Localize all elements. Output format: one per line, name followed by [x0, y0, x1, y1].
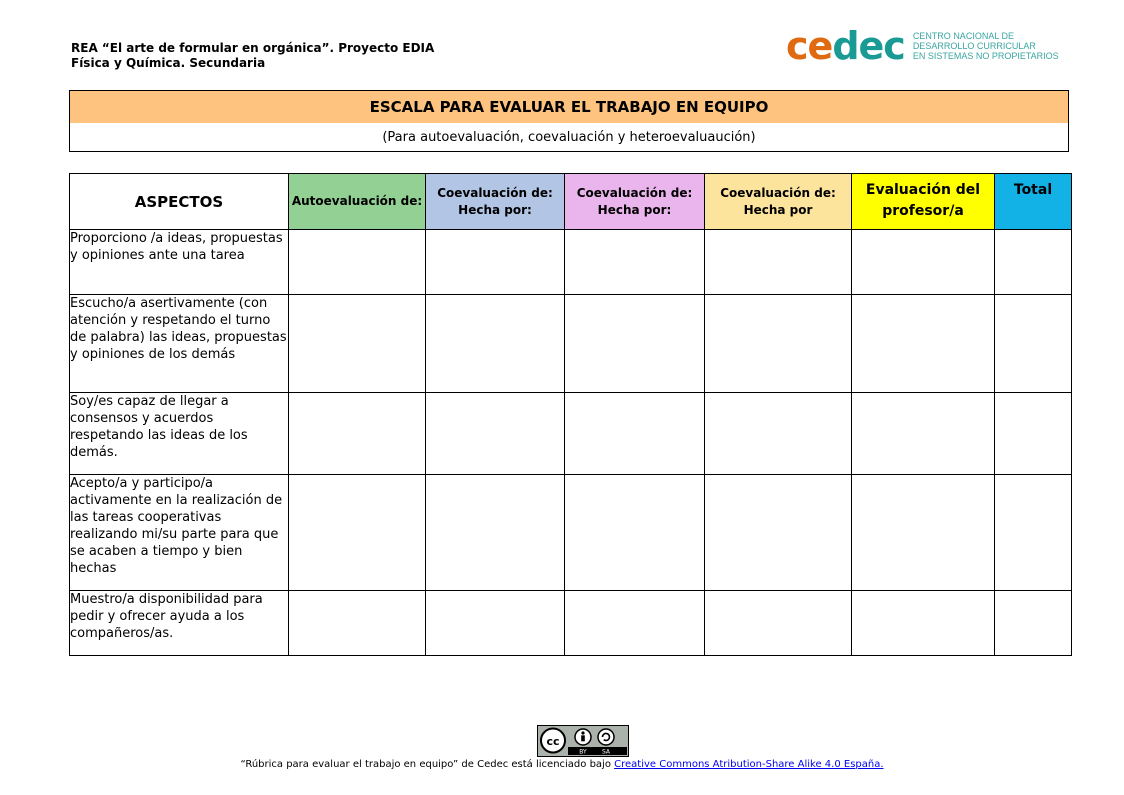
score-cell[interactable]	[705, 295, 852, 393]
score-cell[interactable]	[705, 475, 852, 591]
svg-text:BY: BY	[579, 748, 587, 755]
score-cell[interactable]	[565, 475, 705, 591]
total-cell[interactable]	[995, 295, 1072, 393]
table-row	[70, 393, 1072, 475]
score-cell[interactable]	[565, 591, 705, 656]
score-cell[interactable]	[705, 393, 852, 475]
score-cell[interactable]	[289, 295, 426, 393]
cedec-logo-subtitle: CENTRO NACIONAL DE DESARROLLO CURRICULAR EN SISTEMAS NO PROPIETARIOS	[912, 31, 1059, 61]
aspect-cell: Proporciono /a ideas, propuestas y opiniones ante una tarea	[70, 230, 289, 295]
score-cell[interactable]	[289, 591, 426, 656]
score-cell[interactable]	[565, 230, 705, 295]
subject-title: Física y Química. Secundaria	[71, 56, 266, 70]
score-cell[interactable]	[852, 295, 995, 393]
column-header-coevaluation-1: Coevaluación de: Hecha por:	[426, 174, 565, 230]
svg-text:SA: SA	[601, 748, 611, 755]
license-text: “Rúbrica para evaluar el trabajo en equipo” de Cedec está licenciado bajo	[240, 759, 615, 770]
score-cell[interactable]	[426, 393, 565, 475]
aspect-cell: Acepto/a y participo/a activamente en la realización de las tareas cooperativas realizando mi/su parte para que se acaben a tiempo y bien hechas	[70, 475, 289, 591]
project-title: REA “El arte de formular en orgánica”. Proyecto EDIA	[71, 41, 435, 55]
document-title: ESCALA PARA EVALUAR EL TRABAJO EN EQUIPO	[70, 91, 1068, 123]
aspect-cell: Soy/es capaz de llegar a consensos y acuerdos respetando las ideas de los demás.	[70, 393, 289, 475]
score-cell[interactable]	[705, 230, 852, 295]
license-footer	[0, 759, 1124, 770]
document-header	[71, 41, 434, 71]
table-row	[70, 591, 1072, 656]
score-cell[interactable]	[426, 230, 565, 295]
header-row	[70, 174, 1072, 230]
table-row	[70, 475, 1072, 591]
score-cell[interactable]	[565, 393, 705, 475]
score-cell[interactable]	[565, 295, 705, 393]
column-header-total: Total	[995, 174, 1072, 230]
score-cell[interactable]	[852, 591, 995, 656]
column-header-aspects: ASPECTOS	[70, 174, 289, 230]
score-cell[interactable]	[426, 475, 565, 591]
total-cell[interactable]	[995, 475, 1072, 591]
cedec-logo-word: cedec	[786, 24, 905, 68]
score-cell[interactable]	[426, 591, 565, 656]
score-cell[interactable]	[852, 475, 995, 591]
cc-license-graphic	[538, 726, 627, 755]
cedec-logo	[786, 26, 1059, 66]
total-cell[interactable]	[995, 393, 1072, 475]
score-cell[interactable]	[852, 230, 995, 295]
total-cell[interactable]	[995, 230, 1072, 295]
svg-text:cc: cc	[546, 735, 560, 748]
column-header-coevaluation-3: Coevaluación de: Hecha por	[705, 174, 852, 230]
aspect-cell: Escucho/a asertivamente (con atención y respetando el turno de palabra) las ideas, propuestas y opiniones de los demás	[70, 295, 289, 393]
column-header-coevaluation-2: Coevaluación de: Hecha por:	[565, 174, 705, 230]
aspect-cell: Muestro/a disponibilidad para pedir y ofrecer ayuda a los compañeros/as.	[70, 591, 289, 656]
score-cell[interactable]	[289, 475, 426, 591]
cc-by-sa-icon[interactable]	[537, 725, 629, 757]
score-cell[interactable]	[852, 393, 995, 475]
table-row	[70, 295, 1072, 393]
table-row	[70, 230, 1072, 295]
score-cell[interactable]	[705, 591, 852, 656]
column-header-teacher-evaluation: Evaluación del profesor/a	[852, 174, 995, 230]
column-header-self-evaluation: Autoevaluación de:	[289, 174, 426, 230]
score-cell[interactable]	[289, 230, 426, 295]
rubric-table	[69, 173, 1072, 656]
score-cell[interactable]	[289, 393, 426, 475]
document-subtitle: (Para autoevaluación, coevaluación y heteroevaluaución)	[382, 129, 756, 145]
total-cell[interactable]	[995, 591, 1072, 656]
title-box	[69, 90, 1069, 152]
score-cell[interactable]	[426, 295, 565, 393]
license-link[interactable]: Creative Commons Atribution-Share Alike 4.0 España.	[614, 759, 884, 770]
